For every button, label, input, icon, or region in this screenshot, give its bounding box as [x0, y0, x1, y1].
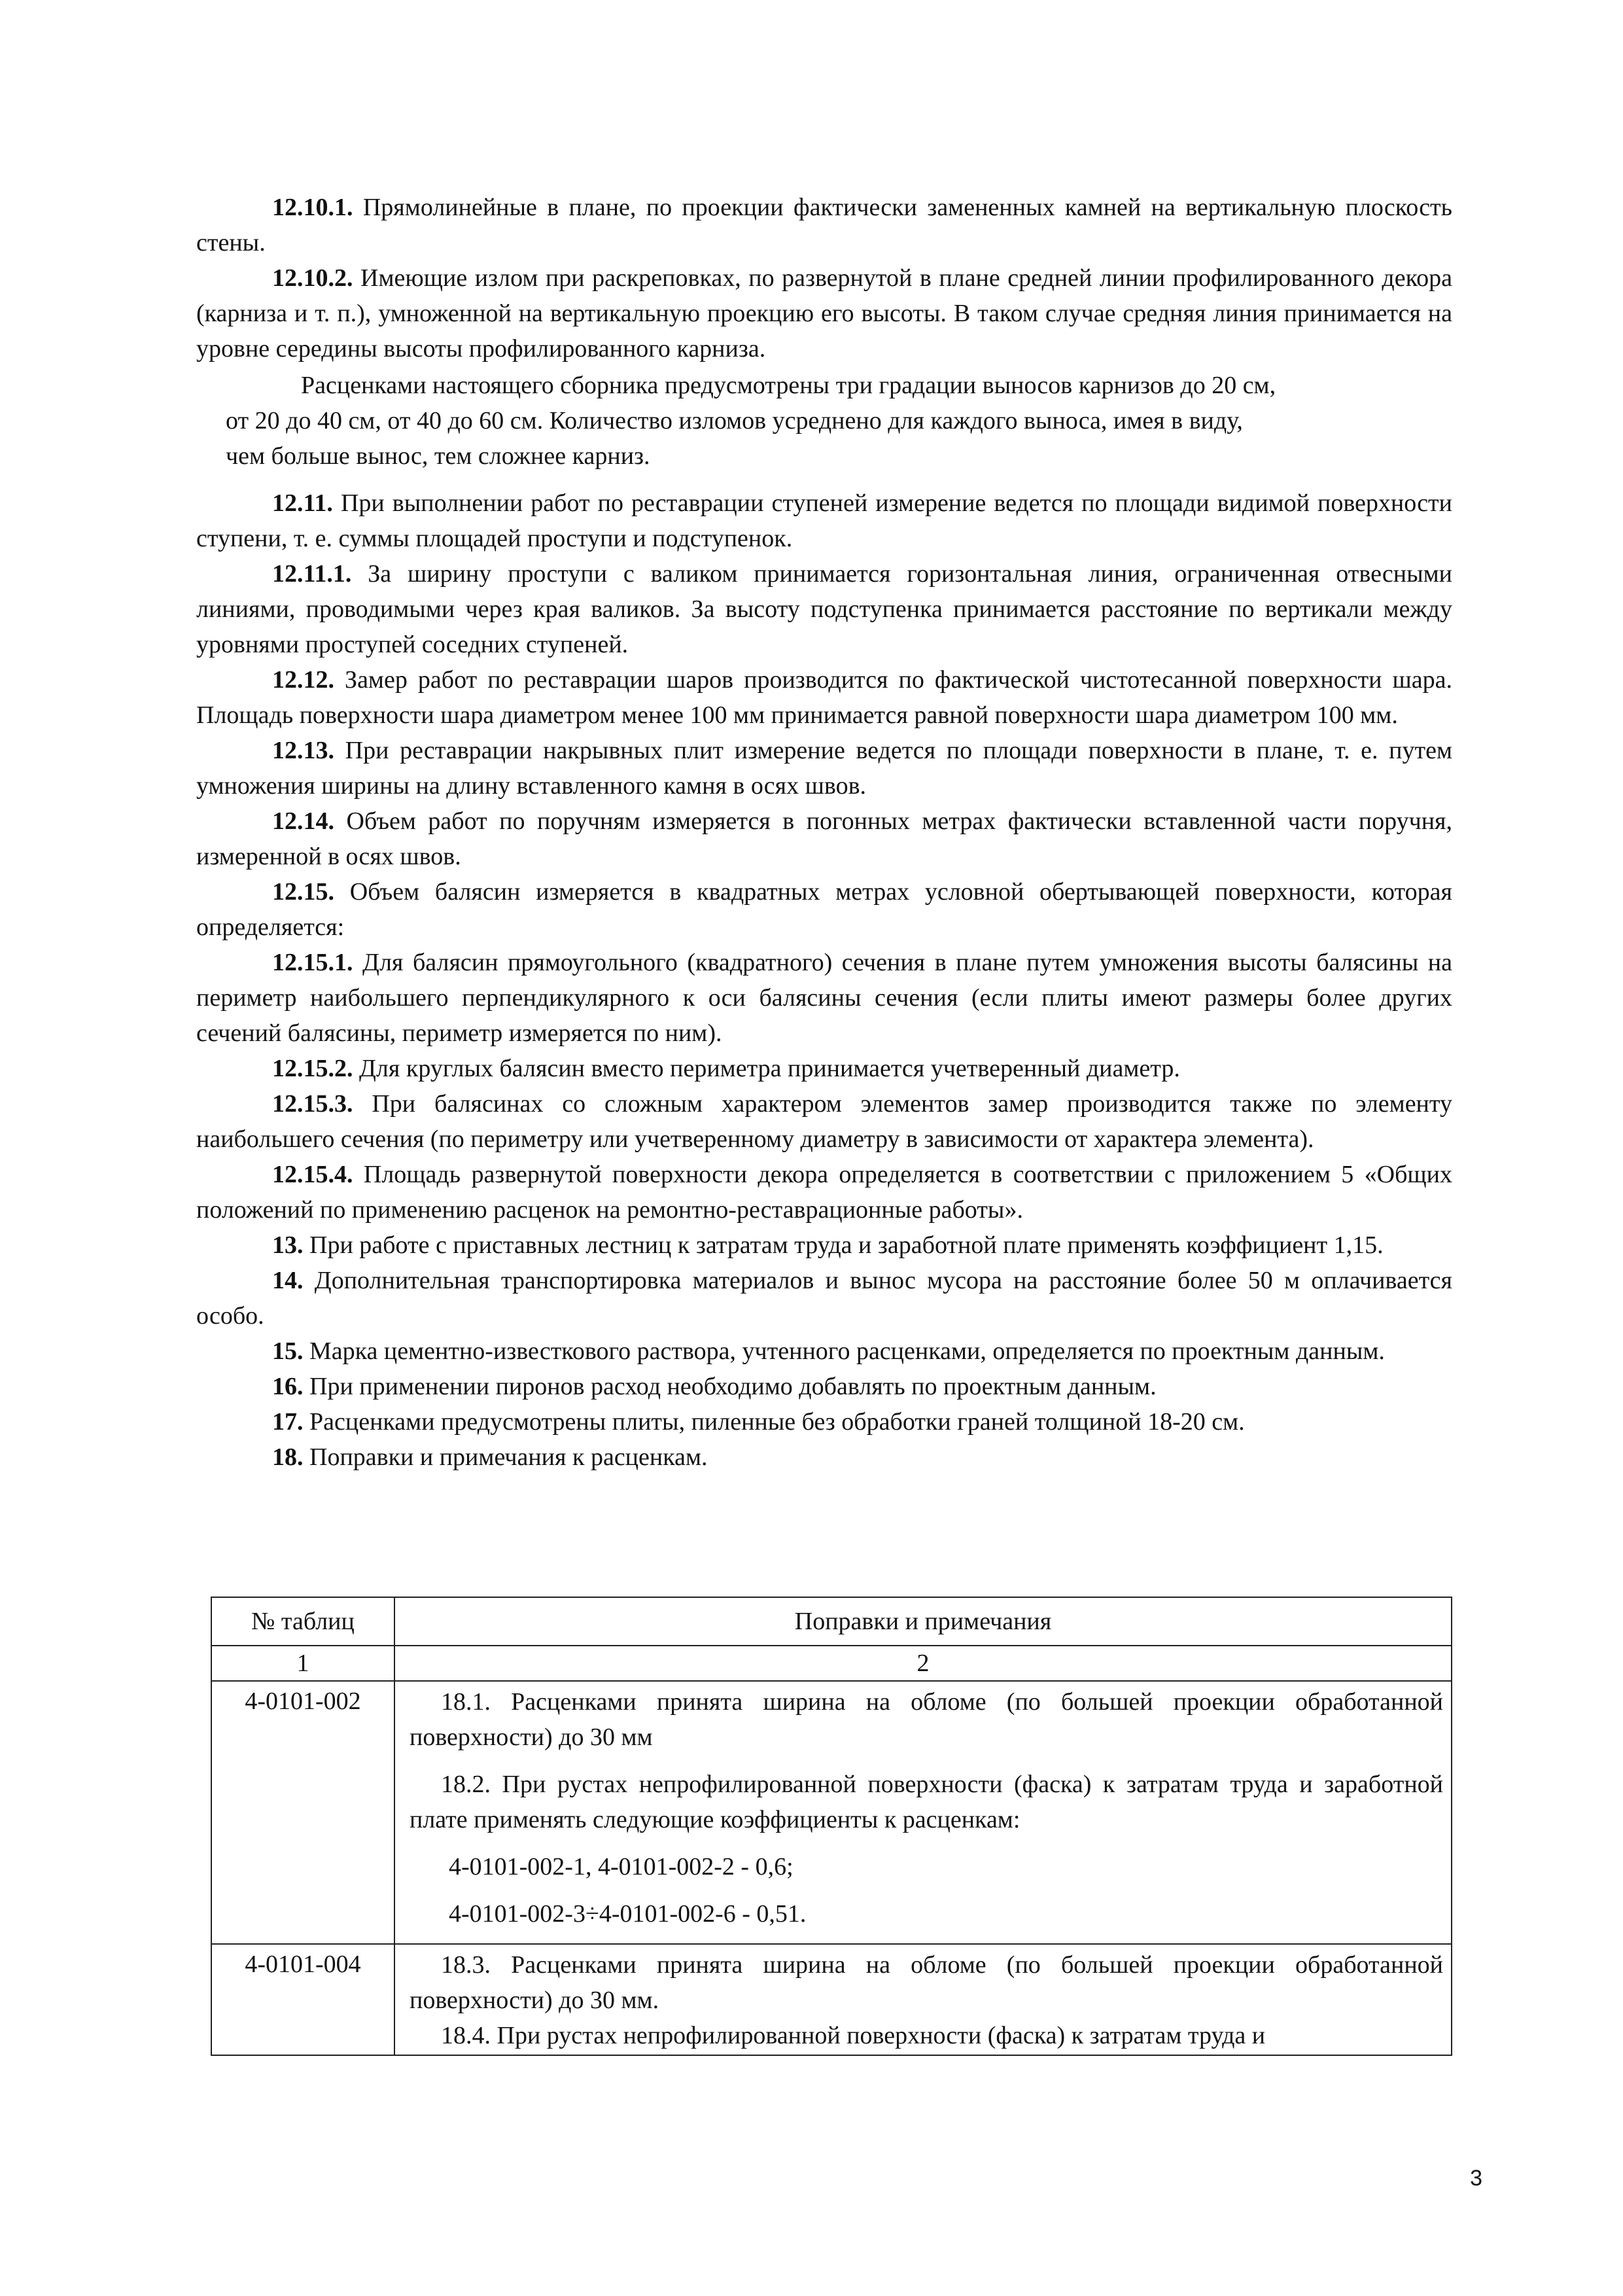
- table-header-notes: Поправки и примечания: [394, 1597, 1452, 1646]
- paragraph-15: [196, 1333, 1452, 1369]
- clause-text: Для балясин прямоугольного (квадратного) сечения в плане путем умножения высоты балясины на периметр наибольшего перпендикулярного к оси балясины сечения (если плиты имеют размеры более других сечений балясины, периметр измеряется по ним).: [196, 949, 1453, 1047]
- note-18-1: 18.1. Расценками принята ширина на обломе (по большей проекции обработанной поверхности) до 30 мм: [410, 1688, 1443, 1751]
- clause-text: Расценками предусмотрены плиты, пиленные без обработки граней толщиной 18-20 см.: [309, 1408, 1245, 1436]
- clause-text: Для круглых балясин вместо периметра принимается учетверенный диаметр.: [359, 1055, 1180, 1082]
- clause-number: 12.10.1.: [272, 194, 353, 221]
- table-row: [211, 1681, 1452, 1944]
- paragraph-12-11-1: [196, 556, 1452, 662]
- clause-number: 15.: [272, 1337, 304, 1365]
- paragraph-14: [196, 1263, 1452, 1333]
- coefficient-line-2: 4-0101-002-3÷4-0101-002-6 - 0,51.: [449, 1900, 807, 1928]
- clause-text: Замер работ по реставрации шаров производится по фактической чистотесанной поверхности шара. Площадь поверхности шара диаметром менее 100 мм принимается равной поверхности шара диаметром 100 мм.: [196, 666, 1453, 729]
- paragraph-12-15: [196, 874, 1452, 945]
- table-index-row: [211, 1646, 1452, 1681]
- paragraph-12-13: [196, 733, 1452, 804]
- table-code: 4-0101-002: [211, 1681, 394, 1944]
- table-notes-cell: [394, 1944, 1452, 2055]
- table-row: [211, 1944, 1452, 2055]
- clause-text: Марка цементно-известкового раствора, учтенного расценками, определяется по проектным данным.: [309, 1337, 1385, 1365]
- clause-text: При балясинах со сложным характером элементов замер производится также по элементу наибольшего сечения (по периметру или учетверенному диаметру в зависимости от характера элемента).: [196, 1090, 1453, 1153]
- clause-number: 12.14.: [272, 807, 334, 835]
- clause-text: Дополнительная транспортировка материалов и вынос мусора на расстояние более 50 м оплачивается особо.: [196, 1267, 1452, 1330]
- paragraph-12-15-3: [196, 1086, 1452, 1157]
- column-index: 2: [394, 1646, 1452, 1681]
- clause-number: 18.: [272, 1443, 304, 1471]
- clause-text: При реставрации накрывных плит измерение ведется по площади поверхности в плане, т. е. путем умножения ширины на длину вставленного камня в осях швов.: [196, 737, 1453, 800]
- clause-number: 12.13.: [272, 737, 334, 764]
- paragraph-12-15-2: [196, 1051, 1452, 1086]
- clause-number: 16.: [272, 1373, 304, 1400]
- clause-number: 12.11.: [272, 489, 333, 517]
- paragraph-12-15-4: [196, 1157, 1452, 1227]
- page-number: 3: [1470, 2166, 1482, 2191]
- paragraph-12-14: [196, 804, 1452, 874]
- paragraph-16: [196, 1369, 1452, 1404]
- clause-text: Объем балясин измеряется в квадратных метрах условной обертывающей поверхности, которая определяется:: [196, 878, 1453, 941]
- clause-number: 13.: [272, 1231, 304, 1259]
- clause-number: 14.: [272, 1267, 304, 1294]
- note-line-2: от 20 до 40 см, от 40 до 60 см. Количество изломов усреднено для каждого выноса, имея в виду,: [226, 407, 1243, 434]
- clause-number: 12.15.1.: [272, 949, 353, 976]
- note-line-3: чем больше вынос, тем сложнее карниз.: [226, 442, 650, 470]
- clause-number: 17.: [272, 1408, 304, 1436]
- note-18-2: 18.2. При рустах непрофилированной поверхности (фаска) к затратам труда и заработной плате применять следующие коэффициенты к расценкам:: [410, 1771, 1443, 1833]
- paragraph-12-12: [196, 662, 1452, 733]
- document-body: [196, 190, 1452, 1475]
- note-18-3: 18.3. Расценками принята ширина на обломе (по большей проекции обработанной поверхности) до 30 мм.: [410, 1951, 1443, 2014]
- clause-number: 12.15.4.: [272, 1161, 353, 1188]
- paragraph-17: [196, 1404, 1452, 1439]
- table-code: 4-0101-004: [211, 1944, 394, 2055]
- clause-number: 12.11.1.: [272, 560, 352, 588]
- table-notes-cell: [394, 1681, 1452, 1944]
- paragraph-13: [196, 1227, 1452, 1263]
- table-header-row: [211, 1597, 1452, 1646]
- paragraph-18: [196, 1439, 1452, 1475]
- clause-number: 12.15.3.: [272, 1090, 353, 1118]
- clause-number: 12.10.2.: [272, 264, 353, 292]
- clause-number: 12.15.: [272, 878, 334, 906]
- clause-text: Объем работ по поручням измеряется в погонных метрах фактически вставленной части поручня, измеренной в осях швов.: [196, 807, 1453, 870]
- column-index: 1: [211, 1646, 394, 1681]
- note-18-4: 18.4. При рустах непрофилированной поверхности (фаска) к затратам труда и: [441, 2022, 1266, 2049]
- paragraph-12-10-2: [196, 260, 1452, 366]
- clause-number: 12.12.: [272, 666, 334, 694]
- clause-text: Поправки и примечания к расценкам.: [309, 1443, 708, 1471]
- truncated-note-wrapper: [403, 2018, 1443, 2052]
- clause-text: При применении пиронов расход необходимо добавлять по проектным данным.: [309, 1373, 1157, 1400]
- corrections-table: [211, 1597, 1452, 2056]
- paragraph-12-10-1: [196, 190, 1452, 260]
- clause-text: При работе с приставных лестниц к затратам труда и заработной плате применять коэффициент 1,15.: [309, 1231, 1384, 1259]
- note-line-1: Расценками настоящего сборника предусмотрены три градации выносов карнизов до 20 см,: [301, 372, 1276, 399]
- table-header-tables: № таблиц: [211, 1597, 394, 1646]
- clause-number: 12.15.2.: [272, 1055, 353, 1082]
- coefficient-line-1: 4-0101-002-1, 4-0101-002-2 - 0,6;: [449, 1853, 794, 1881]
- clause-text: Площадь развернутой поверхности декора определяется в соответствии с приложением 5 «Общих положений по применению расценок на ремонтно-реставрационные работы».: [196, 1161, 1453, 1224]
- clause-text: Имеющие излом при раскреповках, по развернутой в плане средней линии профилированного декора (карниза и т. п.), умноженной на вертикальную проекцию его высоты. В таком случае средняя линия принимается на уровне середины высоты профилированного карниза.: [196, 264, 1452, 362]
- clause-text: При выполнении работ по реставрации ступеней измерение ведется по площади видимой поверхности ступени, т. е. суммы площадей проступи и подступенок.: [196, 489, 1453, 552]
- clause-text: За ширину проступи с валиком принимается горизонтальная линия, ограниченная отвесными линиями, проводимыми через края валиков. За высоту подступенка принимается расстояние по вертикали между уровнями проступей соседних ступеней.: [196, 560, 1453, 658]
- paragraph-12-11: [196, 486, 1452, 556]
- clause-text: Прямолинейные в плане, по проекции фактически замененных камней на вертикальную плоскость стены.: [196, 194, 1452, 256]
- paragraph-12-15-1: [196, 945, 1452, 1051]
